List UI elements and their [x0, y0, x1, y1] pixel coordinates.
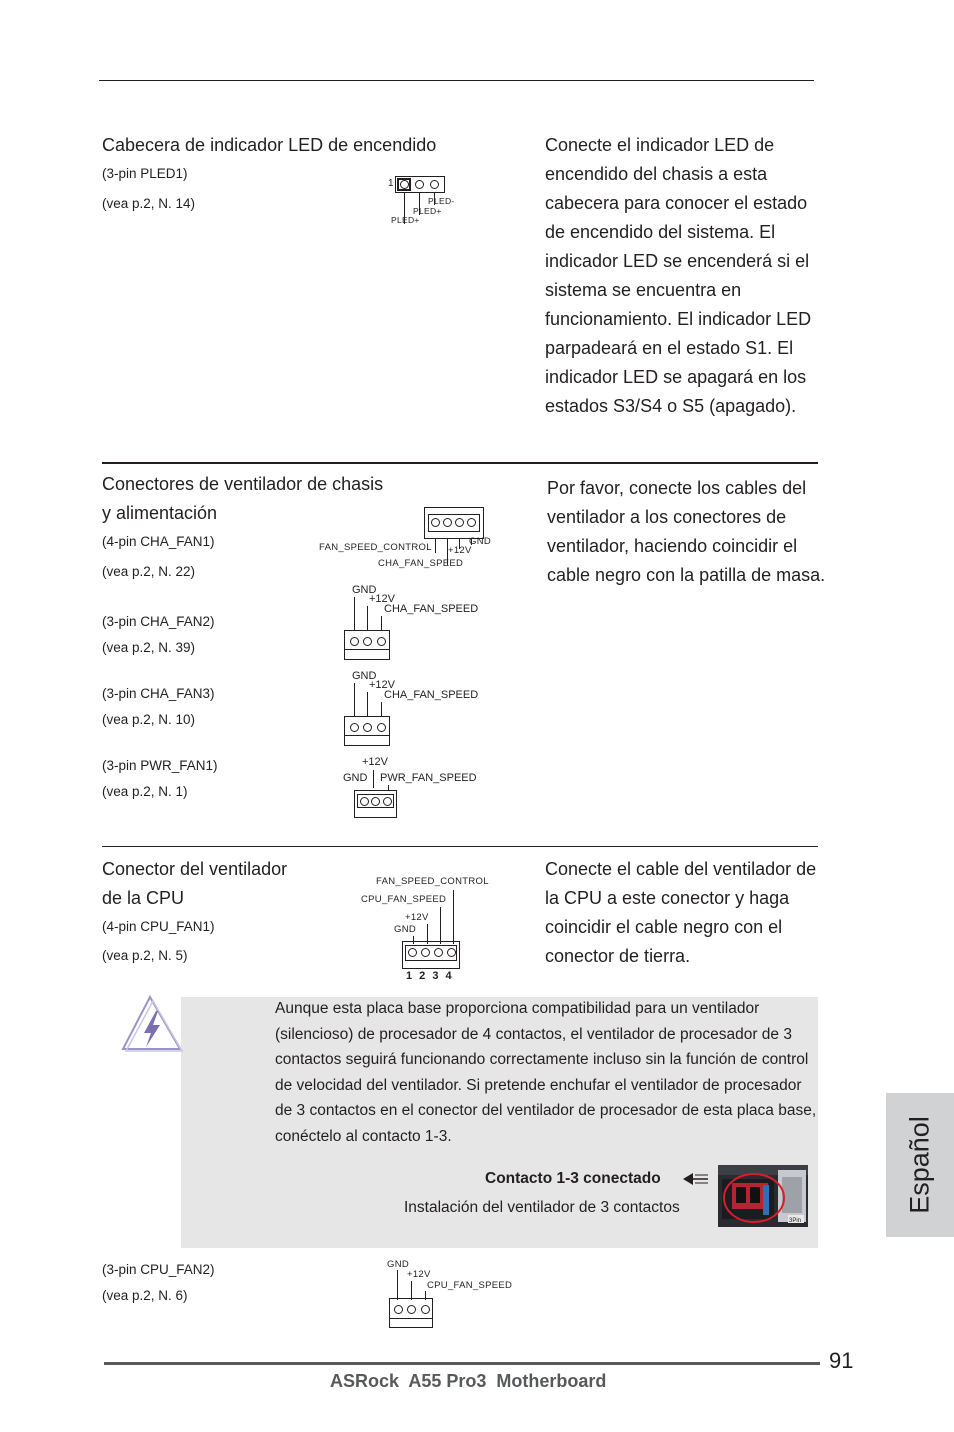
- cpu-fan-description: Conecte el cable del ventilador de la CPU a este conector y haga coincidir el cable negro con el conector de tierra.: [545, 859, 817, 966]
- cha-fan1-pin-d: [467, 518, 476, 527]
- cha-fan3-pin: (3-pin CHA_FAN3): [102, 686, 215, 701]
- cpu-fan-pin3: [434, 948, 443, 957]
- pwr-fan1-divider: [373, 770, 374, 788]
- cha-fan1-gnd-label: GND: [469, 536, 492, 547]
- top-rule: [99, 80, 814, 81]
- cha-fan3-wire-speed: [381, 702, 382, 717]
- chassis-fan-title-2: y alimentación: [102, 503, 218, 523]
- cpu-fan2-ref: (vea p.2, N. 6): [102, 1288, 188, 1303]
- cpu-fan2-diagram: [385, 1258, 525, 1332]
- cpu-fan-title-2: de la CPU: [102, 888, 185, 908]
- pled-title: Cabecera de indicador LED de encendido: [102, 135, 437, 155]
- cha-fan2-wire-12v: [367, 606, 368, 631]
- cha-fan3-ref: (vea p.2, N. 10): [102, 712, 196, 727]
- pled-description: Conecte el indicador LED de encendido del chasis a esta cabecera para conocer el estado de encendido del sistema. El indicador LED se encenderá si el sistema se encuentra en funcionamiento. El indicador LED parpadeará en el estado S1. El indicador LED se apagará en los estados S3/S4 o S5 (apagado).: [545, 135, 812, 416]
- photo-3pin-text: 3Pin: [789, 1218, 802, 1224]
- cpu-fan2-12v-label: +12V: [407, 1269, 431, 1280]
- contact-label: Contacto 1-3 conectado: [485, 1170, 661, 1187]
- cha-fan1-speed-control-label: FAN_SPEED_CONTROL: [319, 542, 432, 553]
- language-tab: [886, 1093, 954, 1237]
- cha-fan2-gnd-label: GND: [352, 584, 377, 596]
- cha-fan2-header-bar: [344, 649, 390, 650]
- pled-plus-label-b: PLED+: [391, 215, 420, 225]
- fan-connector-photo: [718, 1165, 808, 1227]
- note-text: Aunque esta placa base proporciona compatibilidad para un ventilador (silencioso) de procesador de 4 contactos, el ventilador de procesador de 3 contactos seguirá funcionando correctamente incluso sin la función de control de velocidad del ventilador. Si pretende enchufar el ventilador de procesador de 3 contactos en el conector del ventilador de procesador de esta placa base, conéctelo al contacto 1-3.: [275, 1000, 817, 1145]
- cha-fan3-wire-gnd: [354, 683, 355, 717]
- pwr-fan1-gnd-label: GND: [343, 772, 368, 784]
- cpu-fan-title-1: Conector del ventilador: [102, 859, 288, 879]
- cha-fan1-pin-c: [455, 518, 464, 527]
- pled-ref: (vea p.2, N. 14): [102, 196, 196, 211]
- footer-brand: ASRock A55 Pro3 Motherboard: [330, 1371, 607, 1391]
- footer-rule: [104, 1362, 820, 1365]
- pled-pin2: [415, 180, 424, 189]
- cpu-fan-pin1: [408, 948, 417, 957]
- pwr-fan1-pin: (3-pin PWR_FAN1): [102, 758, 218, 773]
- pled-diagram: [385, 172, 475, 232]
- cpu-fan2-pin3: [421, 1305, 430, 1314]
- cpu-fan-speed-control-label: FAN_SPEED_CONTROL: [376, 876, 489, 887]
- cha-fan2-pin: (3-pin CHA_FAN2): [102, 614, 215, 629]
- cha-fan1-wire-a: [435, 539, 436, 553]
- cpu-fan2-pin2: [407, 1305, 416, 1314]
- cha-fan3-header-bar: [344, 735, 390, 736]
- cpu-fan-gnd-label: GND: [394, 924, 417, 935]
- pled-plus-label-a: PLED+: [413, 206, 442, 216]
- cpu-fan-wire-4: [453, 890, 454, 944]
- cha-fan3-pin3: [377, 723, 386, 732]
- cha-fan2-ref: (vea p.2, N. 39): [102, 640, 196, 655]
- cha-fan2-diagram: [340, 584, 480, 664]
- pwr-fan1-12v-label: +12V: [362, 756, 388, 768]
- arrow-left-icon: [683, 1172, 709, 1186]
- cpu-fan-pin4: [447, 948, 456, 957]
- cha-fan1-pin-b: [443, 518, 452, 527]
- cha-fan1-speed-label: CHA_FAN_SPEED: [378, 558, 464, 569]
- cha-fan2-speed-label: CHA_FAN_SPEED: [384, 603, 479, 615]
- chassis-fan-description: Por favor, conecte los cables del ventilador a los conectores de ventilador, haciendo coincidir el cable negro con la patilla de masa.: [547, 478, 826, 585]
- pled-pin3: [430, 180, 439, 189]
- pwr-fan1-pin1: [360, 797, 369, 806]
- pwr-fan1-ref: (vea p.2, N. 1): [102, 784, 188, 799]
- cha-fan1-ref: (vea p.2, N. 22): [102, 564, 196, 579]
- cha-fan2-pin1: [350, 637, 359, 646]
- cpu-fan-12v-label: +12V: [405, 912, 429, 923]
- cpu-fan2-header-bar: [389, 1318, 433, 1319]
- cpu-fan-pin2: [421, 948, 430, 957]
- cha-fan2-wire-gnd: [354, 597, 355, 631]
- language-tab-label: Español: [904, 1116, 935, 1214]
- pled-pin: (3-pin PLED1): [102, 166, 188, 181]
- section-rule-1: [102, 462, 818, 464]
- cha-fan2-pin3: [377, 637, 386, 646]
- cpu-fan-pin-numbers: 1 2 3 4: [406, 970, 454, 982]
- warning-icon: [120, 993, 184, 1053]
- cha-fan1-pin: (4-pin CHA_FAN1): [102, 534, 215, 549]
- cpu-fan2-pin: (3-pin CPU_FAN2): [102, 1262, 215, 1277]
- pled-pin1: [400, 180, 409, 189]
- chassis-fan-title-1: Conectores de ventilador de chasis: [102, 474, 384, 494]
- install-label: Instalación del ventilador de 3 contactos: [404, 1199, 680, 1216]
- pwr-fan1-pin2: [371, 797, 380, 806]
- cha-fan3-speed-label: CHA_FAN_SPEED: [384, 689, 479, 701]
- cpu-fan-pin: (4-pin CPU_FAN1): [102, 919, 215, 934]
- cha-fan1-12v-label: +12V: [448, 545, 472, 556]
- cha-fan3-pin1: [350, 723, 359, 732]
- pwr-fan1-pin3: [383, 797, 392, 806]
- cha-fan1-pin-a: [431, 518, 440, 527]
- cha-fan2-wire-speed: [381, 616, 382, 631]
- cha-fan1-diagram: [318, 505, 503, 575]
- cpu-fan2-wire-gnd: [397, 1270, 398, 1300]
- page-number: 91: [829, 1348, 854, 1373]
- pwr-fan1-speed-label: PWR_FAN_SPEED: [380, 772, 477, 784]
- cha-fan3-gnd-label: GND: [352, 670, 377, 682]
- cha-fan3-pin2: [363, 723, 372, 732]
- pled-minus-label: PLED-: [428, 196, 455, 206]
- cpu-fan-ref: (vea p.2, N. 5): [102, 948, 188, 963]
- pled-pin1-label: 1: [388, 178, 394, 189]
- section-rule-2: [102, 846, 818, 847]
- cpu-fan2-gnd-label: GND: [387, 1259, 410, 1270]
- cha-fan3-wire-12v: [367, 692, 368, 717]
- cpu-fan-speed-label: CPU_FAN_SPEED: [361, 894, 447, 905]
- cpu-fan-wire-3: [440, 907, 441, 944]
- cpu-fan2-pin1: [394, 1305, 403, 1314]
- cha-fan3-12v-label: +12V: [369, 679, 395, 691]
- cpu-fan2-speed-label: CPU_FAN_SPEED: [427, 1280, 513, 1291]
- cha-fan2-12v-label: +12V: [369, 593, 395, 605]
- pwr-fan1-diagram: [340, 756, 480, 822]
- cha-fan2-pin2: [363, 637, 372, 646]
- cha-fan3-diagram: [340, 670, 480, 750]
- cpu-fan-diagram: [360, 874, 500, 986]
